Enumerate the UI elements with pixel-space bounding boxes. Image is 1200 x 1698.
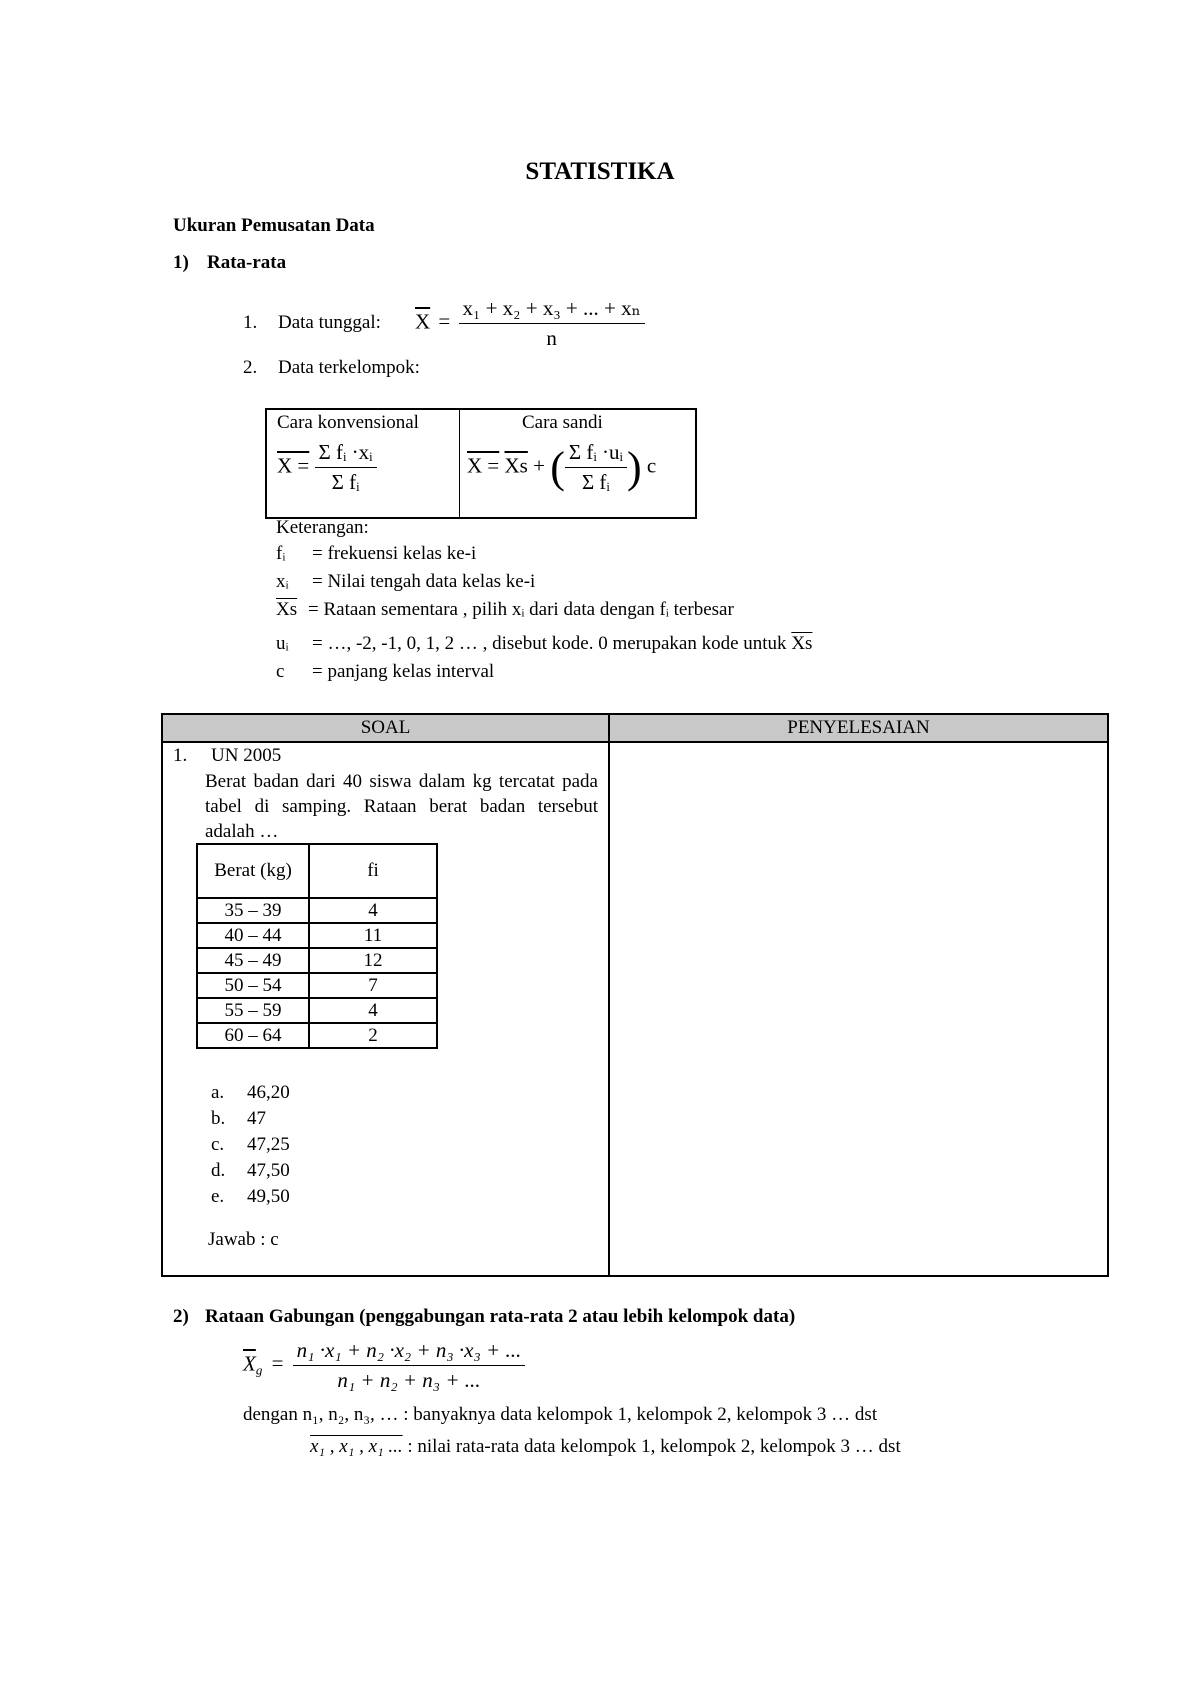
mean-formula-numerator: x₁ + x₂ + x₃ + ... + xₙ — [459, 296, 645, 324]
sandi-numerator: Σ fᵢ ·uᵢ — [565, 440, 627, 468]
option: b. 47 — [211, 1108, 266, 1129]
option: d. 47,50 — [211, 1160, 290, 1181]
option: a. 46,20 — [211, 1082, 290, 1103]
mean-formula-denominator: n — [546, 326, 557, 350]
question-source: UN 2005 — [211, 745, 282, 766]
kode-xs-symbol: $\overline{Xs}$ — [791, 633, 813, 654]
combined-mean-formula: $\overline{X}_g$ = $\frac{\text{n₁ ·x₁ + n₂ ·x₂ + n₃ ·x₃ + ...}}{\text{n₁ + n₂ + n₃ + ...}}$ — [243, 1338, 525, 1393]
keterangan-line: fᵢ = frekuensi kelas ke-i — [276, 543, 477, 564]
sandi-lhs: X = — [467, 453, 500, 478]
item-1-label: Data tunggal: — [278, 312, 381, 333]
frequency: 2 — [309, 1023, 437, 1048]
konv-numerator: Σ fᵢ ·xᵢ — [315, 440, 377, 468]
section-2-title: Rataan Gabungan (penggabungan rata-rata 2 atau lebih kelompok data) — [205, 1306, 796, 1327]
page-title: STATISTIKA — [525, 158, 675, 185]
question-number: 1. — [173, 745, 188, 766]
konvensional-formula — [277, 440, 377, 495]
frequency: 4 — [309, 898, 437, 923]
combined-numerator: n₁ ·x₁ + n₂ ·x₂ + n₃ ·x₃ + ... — [293, 1338, 526, 1366]
header-fi: fi — [309, 844, 437, 898]
group-means-symbols: x₁ , x₁ , x₁ ... — [310, 1436, 403, 1457]
combined-mean-symbol: $\overline{X}$ — [243, 1351, 256, 1376]
cara-konvensional-column — [267, 410, 460, 517]
header-berat: Berat (kg) — [197, 844, 309, 898]
sandi-denominator: Σ fᵢ — [581, 470, 610, 494]
item-2-number: 2. — [243, 357, 258, 378]
answer-key: Jawab : c — [208, 1229, 279, 1250]
keterangan-list — [276, 543, 812, 689]
keterangan-line: $\overline{Xs}$ = Rataan sementara , pilih xᵢ dari data dengan fᵢ terbesar — [276, 599, 734, 620]
question-text: Berat badan dari 40 siswa dalam kg tercatat pada tabel di samping. Rataan berat badan tersebut adalah … — [205, 771, 598, 842]
combined-note-line-2: x₁ , x₁ , x₁ ... : nilai rata-rata data kelompok 1, kelompok 2, kelompok 3 … dst — [310, 1436, 901, 1457]
frequency: 11 — [309, 923, 437, 948]
frequency: 7 — [309, 973, 437, 998]
konv-lhs: X = — [277, 453, 310, 478]
keterangan-line: uᵢ = …, -2, -1, 0, 1, 2 … , disebut kode. 0 merupakan kode untuk $\overline{Xs}$ — [276, 633, 813, 654]
sandi-plus: + — [533, 453, 545, 478]
sandi-c: c — [646, 453, 657, 478]
keterangan-line: c = panjang kelas interval — [276, 661, 495, 682]
grouped-mean-formula-box — [265, 408, 697, 519]
frequency: 4 — [309, 998, 437, 1023]
class-interval: 40 – 44 — [197, 923, 309, 948]
sandi-formula: $X = \overline{Xs}$ + ( $\frac{\text{Σ fᵢ ·uᵢ}}{\text{Σ fᵢ}}$ ) c — [467, 440, 657, 494]
mean-symbol: $\overline{X}$ — [415, 309, 431, 334]
mean-formula-single: $\overline{X}$ = $\frac{\text{x₁ + x₂ + x₃ + ... + xₙ}}{n}$ — [415, 296, 645, 351]
class-interval: 45 – 49 — [197, 948, 309, 973]
soal-table — [161, 713, 1109, 1277]
section-2-number: 2) — [173, 1306, 189, 1327]
item-2-label: Data terkelompok: — [278, 357, 420, 378]
frequency: 12 — [309, 948, 437, 973]
combined-denominator: n₁ + n₂ + n₃ + ... — [337, 1368, 481, 1392]
cara-konvensional-header: Cara konvensional — [277, 412, 419, 433]
section-heading: Ukuran Pemusatan Data — [173, 215, 375, 236]
column-divider — [608, 715, 610, 1275]
item-1-number: 1. — [243, 312, 258, 333]
answer-options — [211, 1082, 290, 1212]
cara-sandi-header: Cara sandi — [522, 412, 603, 433]
class-interval: 35 – 39 — [197, 898, 309, 923]
col-penyelesaian-header: PENYELESAIAN — [787, 717, 930, 738]
keterangan-title: Keterangan: — [276, 517, 369, 538]
col-soal-header: SOAL — [360, 717, 411, 738]
option: e. 49,50 — [211, 1186, 290, 1207]
class-interval: 60 – 64 — [197, 1023, 309, 1048]
konv-denominator: Σ fᵢ — [331, 470, 360, 494]
class-interval: 50 – 54 — [197, 973, 309, 998]
class-interval: 55 – 59 — [197, 998, 309, 1023]
section-1-title: Rata-rata — [207, 252, 287, 273]
option: c. 47,25 — [211, 1134, 290, 1155]
sandi-xs: $\overline{Xs}$ — [504, 453, 528, 478]
combined-note-line-1: dengan n₁, n₂, n₃, … : banyaknya data kelompok 1, kelompok 2, kelompok 3 … dst — [243, 1404, 878, 1425]
section-1-number: 1) — [173, 252, 189, 273]
frequency-table — [196, 843, 438, 1049]
keterangan-line: xᵢ = Nilai tengah data kelas ke-i — [276, 571, 536, 592]
